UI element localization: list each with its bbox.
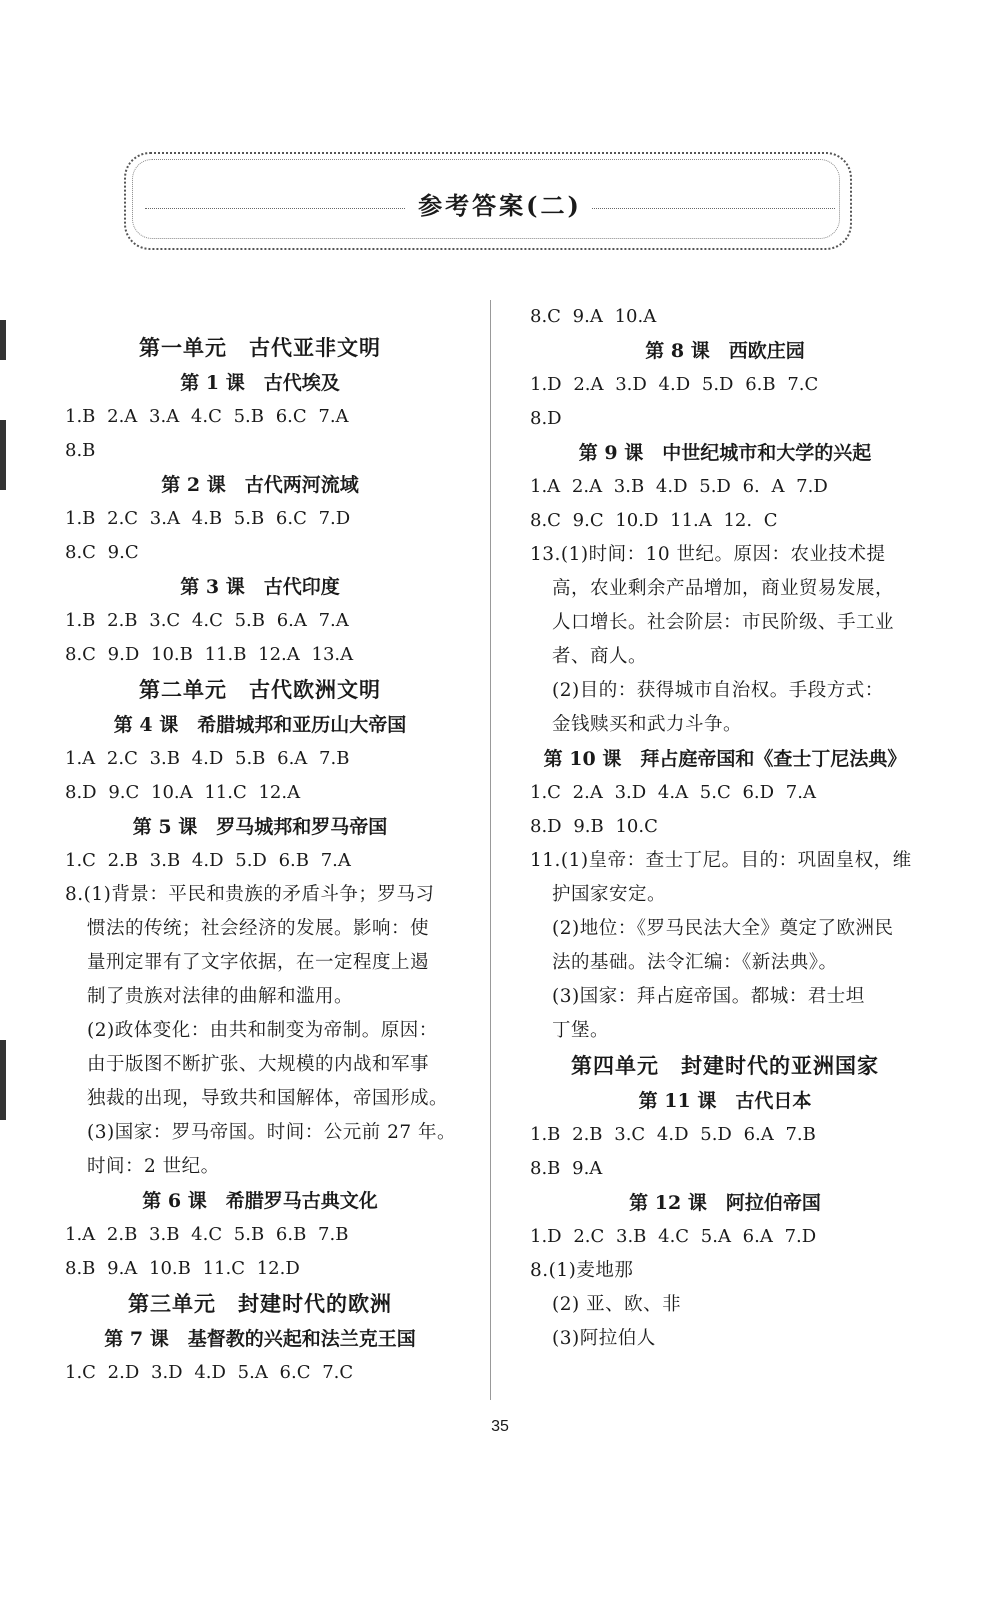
left-column-top-space: [65, 300, 455, 330]
answer-line: 1.C 2.A 3.D 4.A 5.C 6.D 7.A: [530, 782, 816, 803]
answer-line: 8.D: [530, 408, 562, 429]
answer-line: 1.A 2.C 3.B 4.D 5.B 6.A 7.B: [65, 748, 350, 769]
answer-line: 8.C 9.D 10.B 11.B 12.A 13.A: [65, 644, 354, 665]
answer-text-line: 丁堡。: [552, 1020, 610, 1041]
answer-line: 1.D 2.C 3.B 4.C 5.A 6.A 7.D: [530, 1226, 817, 1247]
lesson-heading: 第 5 课 罗马城邦和罗马帝国: [132, 816, 388, 838]
answer-line: 8.C 9.C: [65, 542, 139, 563]
lesson-heading: 第 1 课 古代埃及: [180, 372, 340, 394]
answer-line: 8.B: [65, 440, 96, 461]
answer-text-line: 惯法的传统；社会经济的发展。影响：使: [87, 918, 430, 939]
lesson-heading: 第 9 课 中世纪城市和大学的兴起: [578, 442, 872, 464]
answer-line: 1.A 2.A 3.B 4.D 5.D 6. A 7.D: [530, 476, 828, 497]
answer-text-line: (3)国家：罗马帝国。时间：公元前 27 年。: [87, 1122, 457, 1143]
lesson-heading: 第 10 课 拜占庭帝国和《查士丁尼法典》: [543, 748, 907, 770]
page-title: [0, 186, 1000, 226]
answer-line: 1.B 2.B 3.C 4.D 5.D 6.A 7.B: [530, 1124, 816, 1145]
lesson-heading: 第 11 课 古代日本: [638, 1090, 812, 1112]
lesson-heading: 第 6 课 希腊罗马古典文化: [142, 1190, 378, 1212]
answer-text-line: 者、商人。: [552, 646, 648, 667]
answer-line: 8.C 9.C 10.D 11.A 12. C: [530, 510, 778, 531]
answer-line: 1.B 2.B 3.C 4.C 5.B 6.A 7.A: [65, 610, 349, 631]
answer-text-line: (2)地位：《罗马民法大全》奠定了欧洲民: [552, 918, 894, 939]
answer-line: 1.A 2.B 3.B 4.C 5.B 6.B 7.B: [65, 1224, 349, 1245]
column-divider: [490, 300, 491, 1400]
answer-line: 1.D 2.A 3.D 4.D 5.D 6.B 7.C: [530, 374, 819, 395]
lesson-heading: 第 4 课 希腊城邦和亚历山大帝国: [113, 714, 407, 736]
right-column: [530, 300, 920, 1356]
answer-text-line: 独裁的出现，导致共和国解体，帝国形成。: [87, 1088, 449, 1109]
lesson-heading: 第 12 课 阿拉伯帝国: [629, 1192, 821, 1214]
answer-text-line: 13.(1)时间：10 世纪。原因：农业技术提: [530, 544, 886, 565]
answer-line: 8.D 9.B 10.C: [530, 816, 658, 837]
answer-line: 1.C 2.B 3.B 4.D 5.D 6.B 7.A: [65, 850, 351, 871]
lesson-heading: 第 2 课 古代两河流域: [161, 474, 359, 496]
answer-text-line: 制了贵族对法律的曲解和滥用。: [87, 986, 354, 1007]
answer-text-line: 时间：2 世纪。: [87, 1156, 220, 1177]
answer-text-line: (3)国家：拜占庭帝国。都城：君士坦: [552, 986, 865, 1007]
answer-text-line: 8.(1)背景：平民和贵族的矛盾斗争；罗马习: [65, 884, 435, 905]
answer-text-line: 8.(1)麦地那: [530, 1260, 634, 1281]
answer-line: 1.B 2.A 3.A 4.C 5.B 6.C 7.A: [65, 406, 349, 427]
scan-edge-mark: [0, 1040, 6, 1120]
answer-text-line: (3)阿拉伯人: [552, 1328, 656, 1349]
answer-text-line: (2) 亚、欧、非: [552, 1294, 682, 1315]
answer-line: 1.B 2.C 3.A 4.B 5.B 6.C 7.D: [65, 508, 351, 529]
unit-heading: 第四单元 封建时代的亚洲国家: [571, 1053, 879, 1078]
answer-text-line: 11.(1)皇帝：查士丁尼。目的：巩固皇权，维: [530, 850, 912, 871]
page-number: 35: [491, 1418, 509, 1435]
answer-text-line: 人口增长。社会阶层：市民阶级、手工业: [552, 612, 895, 633]
left-column: [65, 300, 455, 1390]
scan-edge-mark: [0, 420, 6, 490]
scan-edge-mark: [0, 320, 6, 360]
answer-text-line: (2)政体变化：由共和制变为帝制。原因：: [87, 1020, 438, 1041]
answer-line: 8.C 9.A 10.A: [530, 306, 657, 327]
lesson-heading: 第 7 课 基督教的兴起和法兰克王国: [104, 1328, 416, 1350]
answer-line: 8.D 9.C 10.A 11.C 12.A: [65, 782, 301, 803]
unit-heading: 第二单元 古代欧洲文明: [139, 677, 381, 702]
lesson-heading: 第 8 课 西欧庄园: [645, 340, 805, 362]
answer-text-line: 由于版图不断扩张、大规模的内战和军事: [87, 1054, 430, 1075]
answer-line: 8.B 9.A: [530, 1158, 603, 1179]
answer-line: 1.C 2.D 3.D 4.D 5.A 6.C 7.C: [65, 1362, 354, 1383]
unit-heading: 第一单元 古代亚非文明: [139, 335, 381, 360]
answer-text-line: 法的基础。法令汇编：《新法典》。: [552, 952, 838, 973]
unit-heading: 第三单元 封建时代的欧洲: [128, 1291, 392, 1316]
lesson-heading: 第 3 课 古代印度: [180, 576, 340, 598]
answer-text-line: 高，农业剩余产品增加，商业贸易发展，: [552, 578, 895, 599]
page-title-text: 参考答案(二): [408, 191, 592, 220]
answer-text-line: 金钱赎买和武力斗争。: [552, 714, 743, 735]
answer-text-line: 护国家安定。: [552, 884, 667, 905]
answer-text-line: 量刑定罪有了文字依据，在一定程度上遏: [87, 952, 430, 973]
answer-text-line: (2)目的：获得城市自治权。手段方式：: [552, 680, 884, 701]
answer-line: 8.B 9.A 10.B 11.C 12.D: [65, 1258, 300, 1279]
